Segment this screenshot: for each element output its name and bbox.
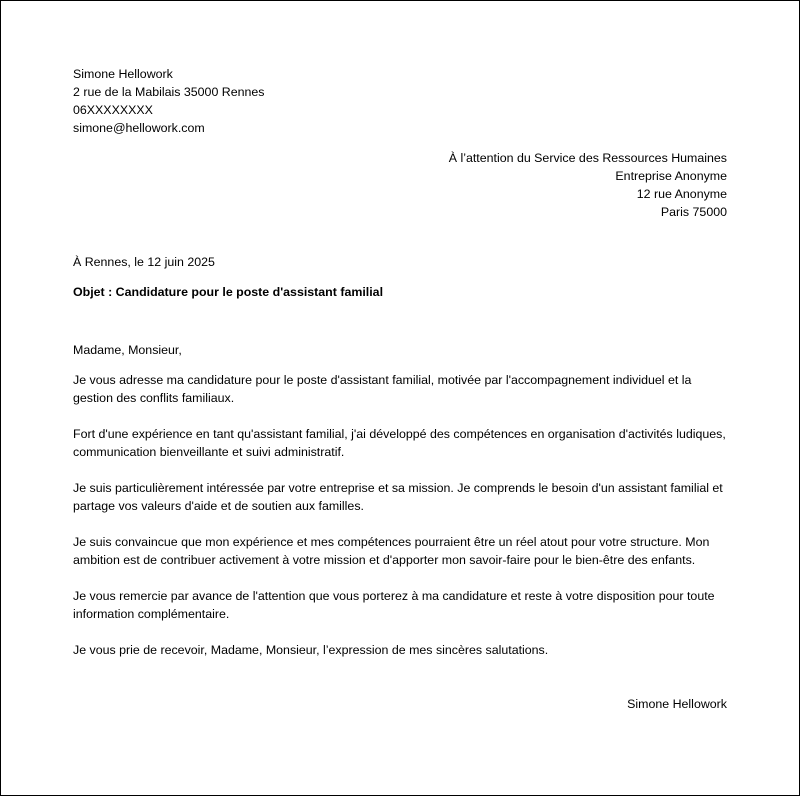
recipient-block bbox=[73, 149, 727, 221]
sender-block bbox=[73, 65, 727, 137]
letter-date: À Rennes, le 12 juin 2025 bbox=[73, 255, 215, 269]
recipient-company: Entreprise Anonyme bbox=[615, 169, 727, 183]
letter-subject: Objet : Candidature pour le poste d'assistant familial bbox=[73, 285, 384, 299]
signature: Simone Hellowork bbox=[627, 697, 727, 711]
body-paragraph-5: Je vous remercie par avance de l'attention que vous porterez à ma candidature et reste à votre disposition pour toute information complémentaire. bbox=[73, 589, 715, 621]
recipient-city: Paris 75000 bbox=[660, 205, 727, 219]
recipient-attention: À l’attention du Service des Ressources Humaines bbox=[448, 151, 727, 165]
body-paragraph-4: Je suis convaincue que mon expérience et mes compétences pourraient être un réel atout pour votre structure. Mon ambition est de contribuer activement à votre mission et d'apporter mon savoir-faire pour le bien-être des enfants. bbox=[73, 535, 710, 567]
sender-address: 2 rue de la Mabilais 35000 Rennes bbox=[73, 85, 265, 99]
body-paragraph-1: Je vous adresse ma candidature pour le poste d'assistant familial, motivée par l'accompagnement individuel et la gestion des conflits familiaux. bbox=[73, 373, 692, 405]
letter-salutation: Madame, Monsieur, bbox=[73, 343, 182, 357]
body-paragraph-3: Je suis particulièrement intéressée par votre entreprise et sa mission. Je comprends le besoin d'un assistant familial et partage vos valeurs d'aide et de soutien aux familles. bbox=[73, 481, 723, 513]
closing-formula: Je vous prie de recevoir, Madame, Monsieur, l’expression de mes sincères salutations. bbox=[73, 643, 549, 657]
body-paragraph-2: Fort d'une expérience en tant qu'assistant familial, j'ai développé des compétences en organisation d'activités ludiques, communication bienveillante et suivi administratif. bbox=[73, 427, 726, 459]
sender-email: simone@hellowork.com bbox=[73, 121, 205, 135]
sender-phone: 06XXXXXXXX bbox=[73, 103, 153, 117]
sender-name: Simone Hellowork bbox=[73, 67, 173, 81]
recipient-street: 12 rue Anonyme bbox=[636, 187, 727, 201]
